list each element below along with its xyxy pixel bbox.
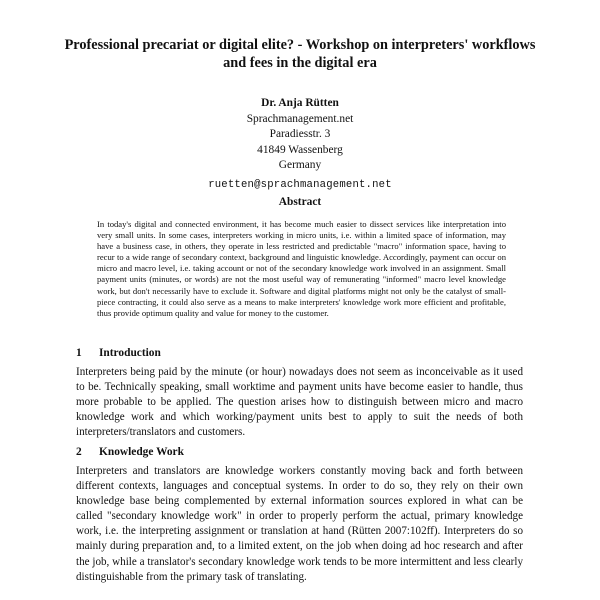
author-city: 41849 Wassenberg [257, 143, 343, 156]
abstract-heading: Abstract [278, 196, 322, 208]
author-organization: Sprachmanagement.net [246, 112, 354, 125]
paper-title: Professional precariat or digital elite? - Workshop on interpreters' workflows and fees in the digital era [64, 37, 536, 71]
section-title: Introduction [99, 347, 161, 359]
section-heading-knowledge-work [76, 446, 184, 458]
section-title: Knowledge Work [99, 446, 184, 458]
author-name: Dr. Anja Rütten [261, 97, 339, 109]
author-block [150, 96, 450, 193]
author-street: Paradiesstr. 3 [269, 128, 331, 140]
author-email: ruetten@sprachmanagement.net [208, 178, 392, 191]
section-number: 1 [76, 347, 82, 359]
section-number: 2 [76, 446, 82, 458]
section-heading-introduction [76, 347, 161, 359]
section-text-knowledge-work: Interpreters and translators are knowledge workers constantly moving back and forth between different contexts, languages and conceptual systems. In order to do so, they rely on their own knowledge base being complemented by external information sources explored in what can be called "secondary knowledge work" in order to properly perform the actual, primary knowledge work, i.e. the interpreting assignment or translation at hand (Rütten 2007:102ff). Interpreters do so mainly during preparation and, to a limited extent, on the job when doing ad hoc research and after the job, while a translator's secondary knowledge work tends to be more intermittent and less clearly distinguishable from the primary task of translating. [76, 465, 523, 583]
author-country: Germany [278, 159, 322, 171]
abstract-text: In today's digital and connected environment, it has become much easier to dissect services like interpretation into very small units. In some cases, interpreters working in micro units, i.e. within a limited space of information, may have a business case, in others, they operate in less restricted and predictable "macro" information space, having to recur to a wide range of secondary context, background and linguistic knowledge. Accordingly, payment can occur on micro and macro level, i.e. taking account or not of the secondary knowledge work involved in an assignment. Small payment units (minutes, or words) are not the most useful way of remunerating "informed" macro level knowledge work, but don't necessarily have to exclude it. Software and digital platforms might not only be the catalyst of small-piece contracting, it could also serve as a means to make interpreters' knowledge work more efficient and profitable, thus provide optimum quality and value for money to the customer. [97, 219, 506, 318]
section-text-introduction: Interpreters being paid by the minute (or hour) nowadays does not seem as inconceivable as it used to be. Technically speaking, small worktime and payment units have become easier to handle, thus more probable to be applied. The question arises how to distinguish between micro and macro knowledge work and which working/payment units best to apply to suit the needs of both interpreters/translators and customers. [76, 366, 523, 439]
